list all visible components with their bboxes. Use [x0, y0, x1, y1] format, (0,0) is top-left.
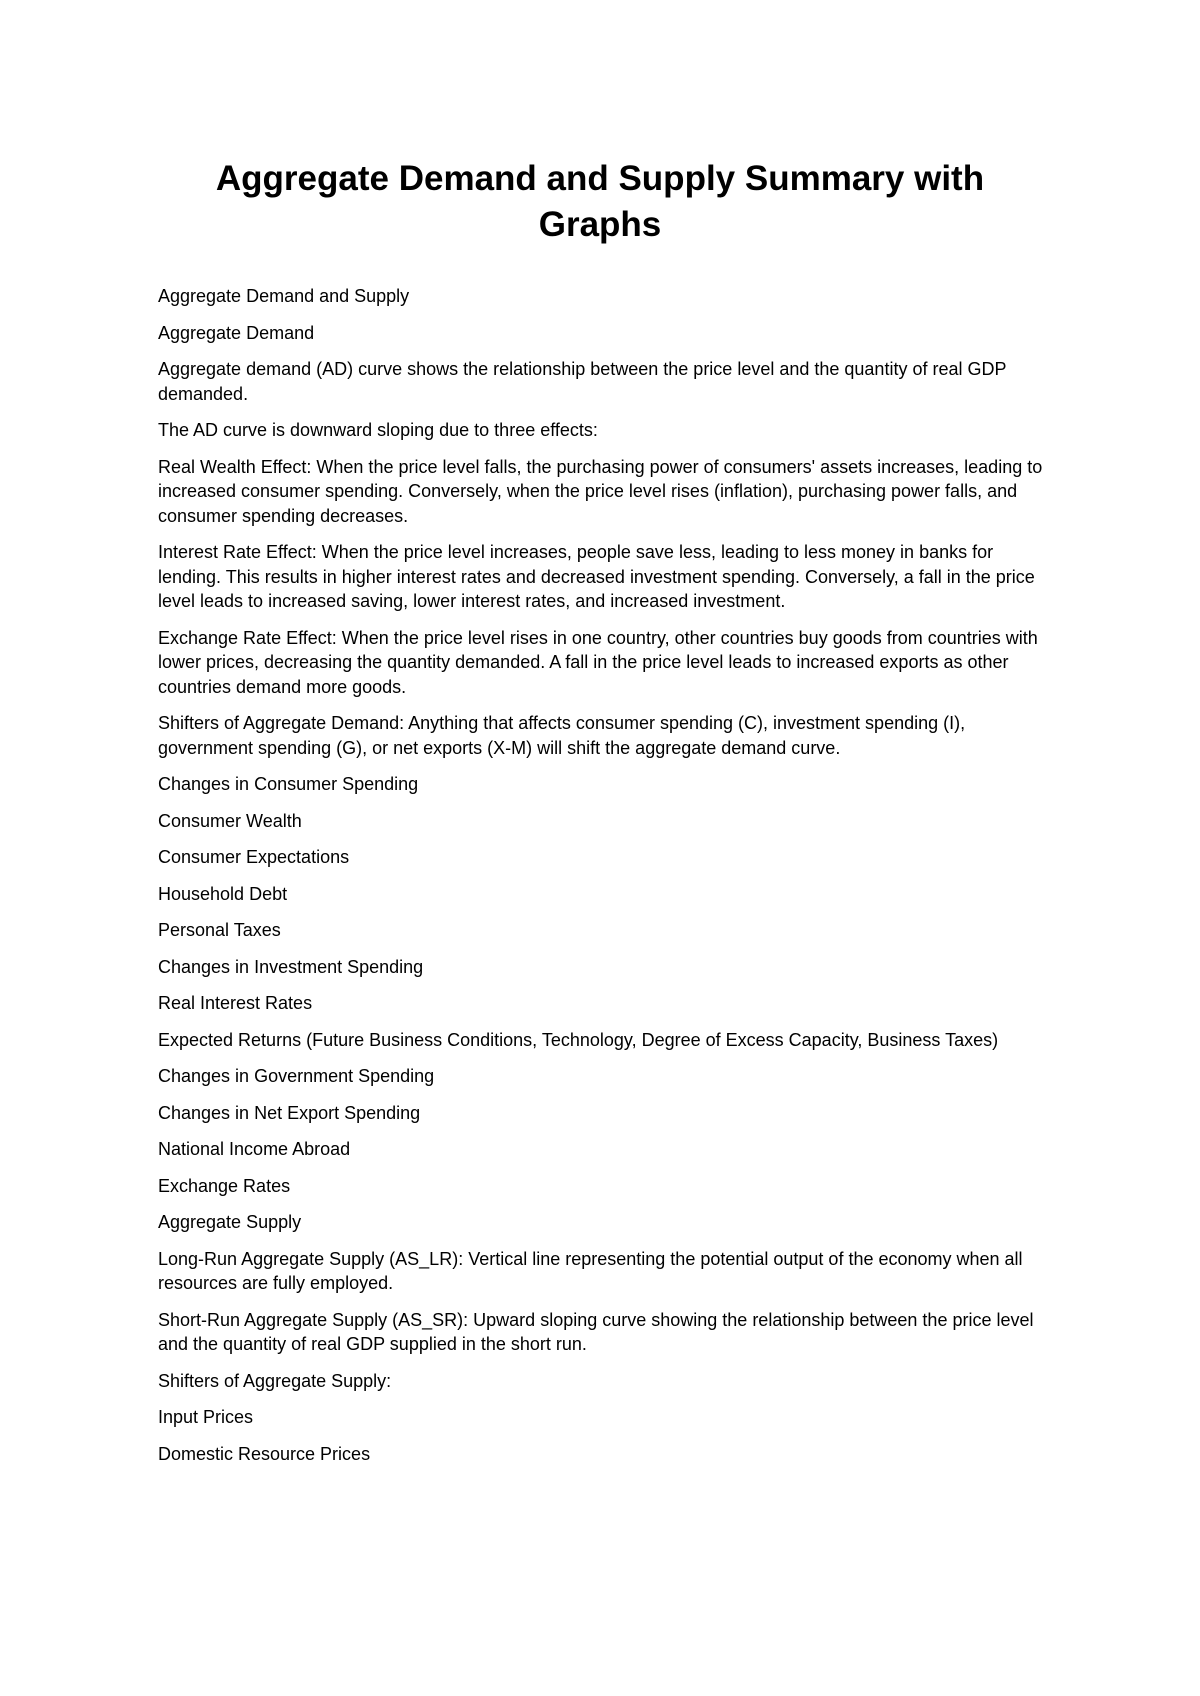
paragraph-personal-taxes: Personal Taxes	[158, 920, 281, 940]
paragraph-changes-government-spending: Changes in Government Spending	[158, 1066, 435, 1086]
paragraph-changes-investment-spending: Changes in Investment Spending	[158, 956, 424, 977]
paragraph-aggregate-supply-heading: Aggregate Supply	[158, 1212, 302, 1232]
paragraph-shifters-of-as: Shifters of Aggregate Supply:	[158, 1370, 392, 1391]
paragraph-consumer-expectations: Consumer Expectations	[158, 847, 350, 867]
paragraph-changes-net-export-spending: Changes in Net Export Spending	[158, 1102, 421, 1123]
paragraph-real-wealth-effect: Real Wealth Effect: When the price level falls, the purchasing power of consumers' assets increases, leading to increased consumer spending. Conversely, when the price level rises (inflation), purchasing power falls, and consumer spending decreases.	[158, 456, 1043, 526]
paragraph-household-debt: Household Debt	[158, 883, 288, 904]
paragraph-aggregate-demand-heading: Aggregate Demand	[158, 322, 315, 343]
paragraph-consumer-wealth: Consumer Wealth	[158, 810, 302, 831]
paragraph-short-run-aggregate-supply: Short-Run Aggregate Supply (AS_SR): Upward sloping curve showing the relationship between the price level and the quantity of real GDP supplied in the short run.	[158, 1309, 1034, 1354]
paragraph-shifters-of-ad: Shifters of Aggregate Demand: Anything that affects consumer spending (C), investment spending (I), government spending (G), or net exports (X-M) will shift the aggregate demand curve.	[158, 713, 966, 758]
paragraph-changes-consumer-spending: Changes in Consumer Spending	[158, 774, 419, 794]
paragraph-three-effects: The AD curve is downward sloping due to three effects:	[158, 420, 598, 440]
paragraph-ad-curve-definition: Aggregate demand (AD) curve shows the relationship between the price level and the quantity of real GDP demanded.	[158, 359, 1007, 404]
paragraph-input-prices: Input Prices	[158, 1407, 254, 1427]
paragraph-exchange-rates: Exchange Rates	[158, 1175, 291, 1196]
document-body	[158, 284, 1058, 1478]
paragraph-expected-returns: Expected Returns (Future Business Conditions, Technology, Degree of Excess Capacity, Business Taxes)	[158, 1029, 999, 1050]
paragraph-real-interest-rates: Real Interest Rates	[158, 993, 313, 1013]
paragraph-interest-rate-effect: Interest Rate Effect: When the price level increases, people save less, leading to less money in banks for lending. This results in higher interest rates and decreased investment spending. Conversely, a fall in the price level leads to increased saving, lower interest rates, and increased investment.	[158, 542, 1035, 611]
document-title: Aggregate Demand and Supply Summary with Graphs	[215, 159, 985, 244]
paragraph-long-run-aggregate-supply: Long-Run Aggregate Supply (AS_LR): Vertical line representing the potential output of the economy when all resources are fully employed.	[158, 1248, 1023, 1293]
paragraph-domestic-resource-prices: Domestic Resource Prices	[158, 1443, 371, 1464]
paragraph-national-income-abroad: National Income Abroad	[158, 1139, 351, 1159]
paragraph-exchange-rate-effect: Exchange Rate Effect: When the price level rises in one country, other countries buy goods from countries with lower prices, decreasing the quantity demanded. A fall in the price level leads to increased exports as other countries demand more goods.	[158, 627, 1038, 697]
paragraph-aggregate-demand-and-supply: Aggregate Demand and Supply	[158, 286, 410, 306]
